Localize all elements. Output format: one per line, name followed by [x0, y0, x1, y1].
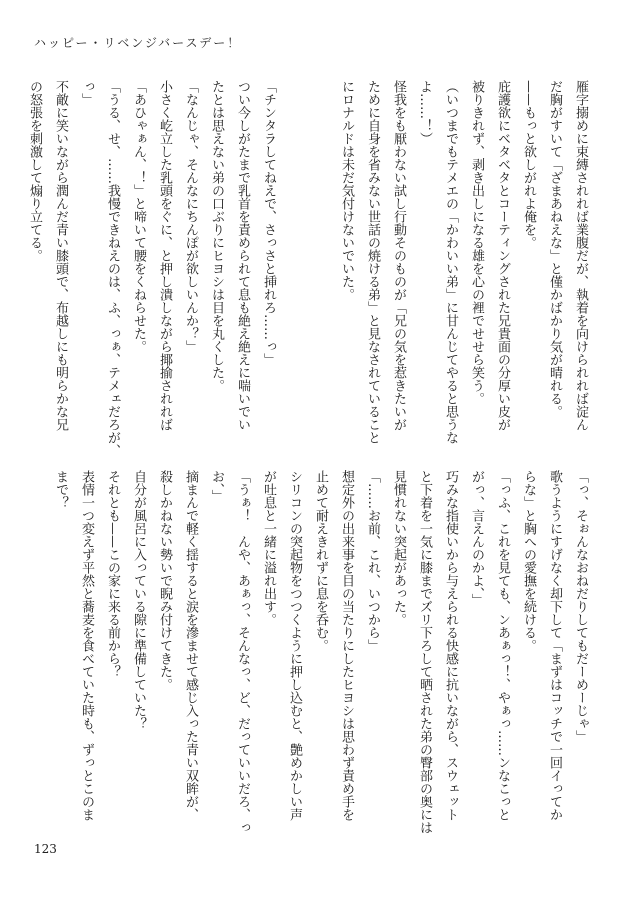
text-line: 雁字搦めに束縛されれば業腹だが、執着を向けられれば淀ん	[573, 80, 588, 431]
text-line: 被りきれず、剥き出しになる雄を心の裡でせせら笑う。	[469, 80, 484, 405]
text-line: 摘まんで軽く揺すると涙を滲ませて感じ入った青い双眸が、	[183, 470, 198, 821]
text-line: にロナルドは未だ気付けないでいた。	[339, 80, 354, 301]
running-title: ハッピー・リベンジバースデー！	[34, 36, 242, 50]
text-line: シリコンの突起物をつつくように押し込むと、艶めかしい声	[287, 470, 302, 821]
text-line: が吐息と一緒に溢れ出す。	[261, 470, 276, 626]
text-line: 庇護欲にベタベタとコーティングされた兄貴面の分厚い皮が	[495, 80, 510, 431]
blank-line	[307, 80, 333, 472]
text-line: 「なんじゃ、そんなにちんぽが欲しいんか？」	[183, 80, 198, 353]
text-line: ——もっと欲しがれよ俺を。	[521, 80, 536, 249]
blank-line	[281, 80, 307, 472]
text-line: 止めて耐えきれずに息を呑む。	[313, 470, 328, 652]
text-line: 「あひゃぁん、！」と啼いて腰をくねらせた。	[131, 80, 146, 353]
text-line: 「うる、せ、……我慢できねえのは、ふ、っぁ、テメェだろが、	[105, 80, 120, 457]
text-line: 「っ、そぉんなおねだりしてもだーめーじゃ」	[573, 470, 588, 743]
text-line: まで？	[53, 470, 68, 509]
upper-text-block	[27, 80, 593, 472]
text-line: 自分が風呂に入っている隙に準備していた？	[131, 470, 146, 730]
text-line: 小さく屹立した乳頭をぐに、と押し潰しながら揶揄されれば	[157, 80, 172, 431]
lower-text-block	[53, 470, 593, 862]
text-line: （いつまでもテメエの「かわいい弟」に甘んじてやると思うな	[443, 80, 458, 444]
text-line: たとは思えない弟の口ぶりにヒヨシは目を丸くした。	[209, 80, 224, 392]
text-line: だ胸がすいて「ざまあねえな」と僅かばかり気が晴れる。	[547, 80, 562, 418]
text-line: お、」	[209, 470, 224, 503]
text-line: 「っふ、これを見ても、ンあぁっ！、やぁっ……ンなこっと	[495, 470, 510, 821]
text-line: 表情一つ変えず平然と蕎麦を食べていた時も、ずっとこのま	[79, 470, 94, 821]
text-line: 見慣れない突起があった。	[391, 470, 406, 626]
text-line: の怒張を刺激して煽り立てる。	[27, 80, 42, 262]
text-line: それとも——この家に来る前から？	[105, 470, 120, 678]
text-line: 不敵に笑いながら潤んだ青い膝頭で、布越しにも明らかな兄	[53, 80, 68, 431]
text-line: ために自身を省みない世話の焼ける弟」と見なされていること	[365, 80, 380, 444]
text-line: 「……お前、これ、いつから」	[365, 470, 380, 652]
text-line: っ」	[79, 80, 94, 106]
text-line: 殺しかねない勢いで睨み付けてきた。	[157, 470, 172, 691]
text-line: と下着を一気に膝までズリ下ろして晒された弟の臀部の奥には	[417, 470, 432, 834]
text-line: 「チンタラしてねえで、さっさと挿れろ……っ」	[261, 80, 276, 366]
text-line: 歌うようにすげなく却下して「まずはコッチで一回イってか	[547, 470, 562, 821]
text-line: よ……！）	[417, 80, 432, 145]
text-line: らな」と胸への愛撫を続ける。	[521, 470, 536, 652]
text-line: 怪我をも厭わない試し行動そのものが「兄の気を惹きたいが	[391, 80, 406, 431]
text-line: がっ、言えんのかよ、」	[469, 470, 484, 607]
page-number: 123	[34, 842, 57, 856]
text-line: 「うぁ！ んや、あぁっ、そんなっ、ど、だっていいだろ、っ	[235, 470, 250, 834]
text-line: つい今しがたまで乳首を責められて息も絶え絶えに喘いでい	[235, 80, 250, 431]
text-line: 巧みな指使いから与えられる快感に抗いながら、スウェット	[443, 470, 458, 821]
text-line: 想定外の出来事を目の当たりにしたヒヨシは思わず責め手を	[339, 470, 354, 821]
